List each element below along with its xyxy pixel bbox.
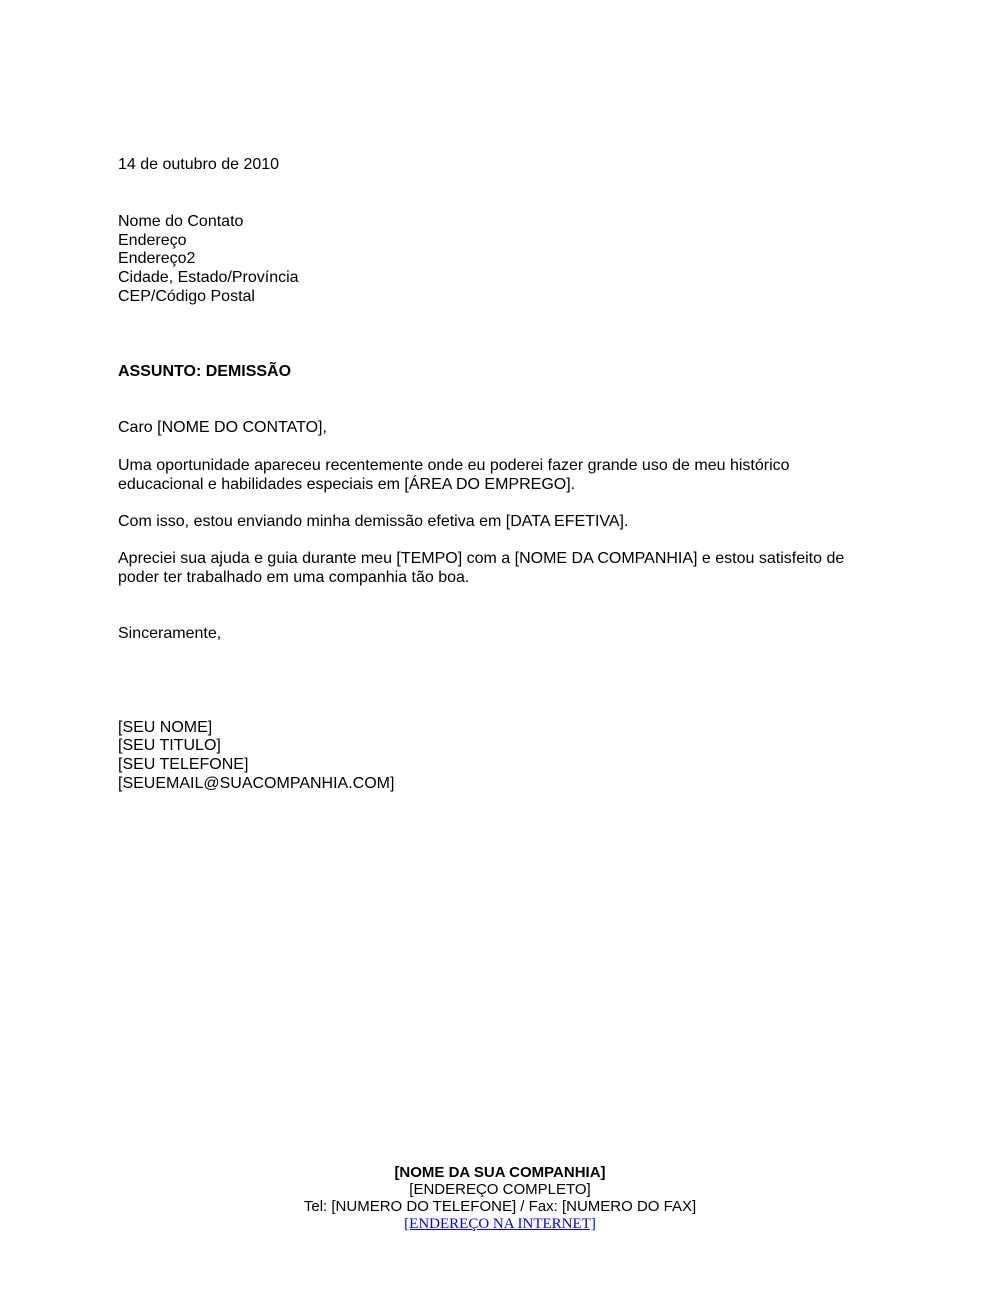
recipient-name: Nome do Contato [118, 213, 244, 230]
signature-email: [SEUEMAIL@SUACOMPANHIA.COM] [118, 775, 395, 792]
footer-website-row [0, 1215, 1000, 1233]
paragraph-3-line-1: Apreciei sua ajuda e guia durante meu [TEMPO] com a [NOME DA COMPANHIA] e estou satisfeito de [118, 550, 845, 567]
recipient-city-state: Cidade, Estado/Província [118, 269, 299, 286]
letter-date: 14 de outubro de 2010 [118, 156, 280, 173]
signature-phone: [SEU TELEFONE] [118, 756, 249, 773]
paragraph-3-line-2: poder ter trabalhado em uma companhia tão boa. [118, 569, 470, 586]
letter-salutation: Caro [NOME DO CONTATO], [118, 419, 327, 436]
recipient-address-2: Endereço2 [118, 250, 196, 267]
recipient-postal-code: CEP/Código Postal [118, 288, 255, 305]
signature-name: [SEU NOME] [118, 719, 213, 736]
signature-title: [SEU TITULO] [118, 737, 221, 754]
footer-company-name: [NOME DA SUA COMPANHIA] [394, 1164, 606, 1181]
paragraph-2-line-1: Com isso, estou enviando minha demissão efetiva em [DATA EFETIVA]. [118, 513, 629, 530]
footer-website-link[interactable]: [ENDEREÇO NA INTERNET] [404, 1216, 596, 1232]
paragraph-1-line-2: educacional e habilidades especiais em [ÁREA DO EMPREGO]. [118, 476, 576, 493]
letter-subject: ASSUNTO: DEMISSÃO [118, 363, 292, 380]
paragraph-1-line-1: Uma oportunidade apareceu recentemente onde eu poderei fazer grande uso de meu histórico [118, 457, 790, 474]
footer-address: [ENDEREÇO COMPLETO] [409, 1181, 591, 1198]
letter-closing: Sinceramente, [118, 625, 222, 642]
footer-contact: Tel: [NUMERO DO TELEFONE] / Fax: [NUMERO DO FAX] [303, 1198, 697, 1215]
recipient-address-1: Endereço [118, 232, 187, 249]
